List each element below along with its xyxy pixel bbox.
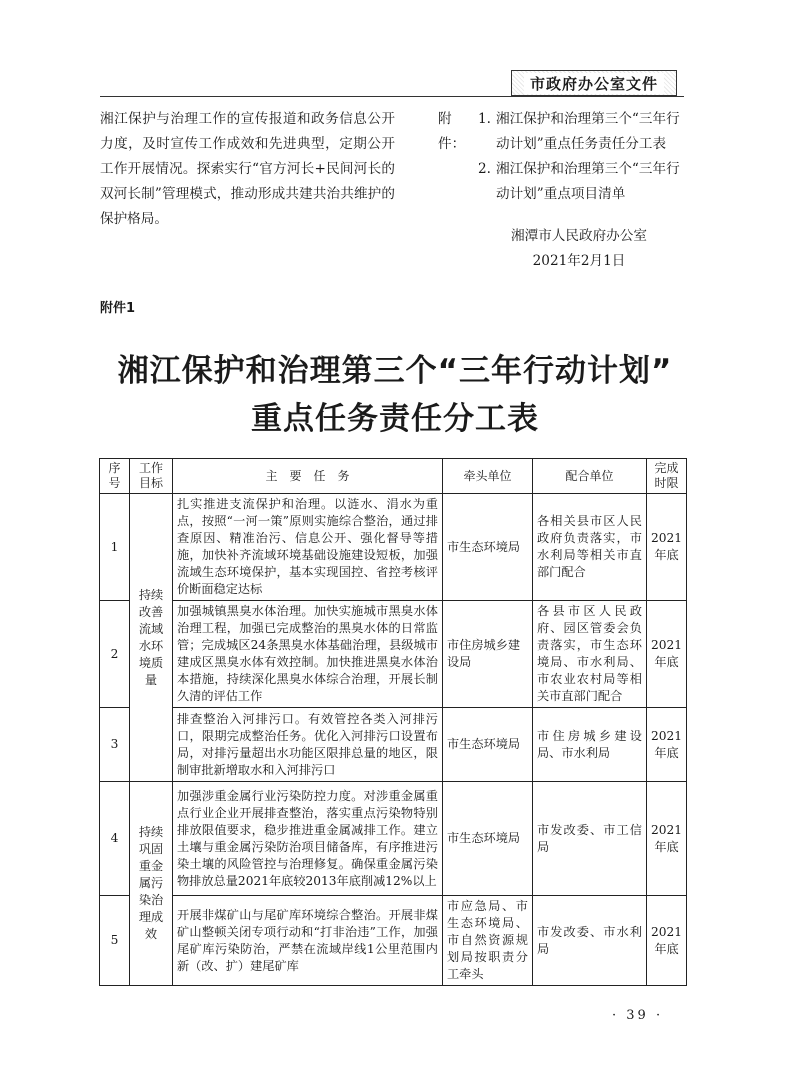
row-due: 2021年底	[647, 708, 687, 782]
row-coop: 市住房城乡建设局、市水利局	[533, 708, 647, 782]
table-row	[100, 782, 687, 896]
row-lead: 市应急局、市生态环境局、市自然资源规划局按职责分工牵头	[443, 896, 533, 986]
row-lead: 市生态环境局	[443, 782, 533, 896]
header-goal: 工作目标	[130, 459, 173, 494]
attachment-text: 湘江保护和治理第三个“三年行动计划”重点任务责任分工表	[496, 111, 680, 152]
row-due: 2021年底	[647, 601, 687, 708]
table-row	[100, 601, 687, 708]
document-banner: 市政府办公室文件	[511, 70, 677, 96]
left-column	[100, 107, 395, 232]
table-row	[100, 708, 687, 782]
table-row	[100, 896, 687, 986]
row-no: 3	[100, 708, 130, 782]
row-task: 加强城镇黑臭水体治理。加快实施城市黑臭水体治理工程，加强已完成整治的黑臭水体的日常监管；完成城区24条黑臭水体基础治理，县级城市建成区黑臭水体有效控制。加快推进黑臭水体治本措施，持续深化黑臭水体综合治理，开展长制久清的评估工作	[173, 601, 443, 708]
header-rule	[100, 96, 684, 97]
attachment-number: 1.	[478, 111, 491, 127]
row-task: 排查整治入河排污口。有效管控各类入河排污口，限期完成整治任务。优化入河排污口设置布局，对排污量超出水功能区限排总量的地区，限制审批新增取水和入河排污口	[173, 708, 443, 782]
task-table	[99, 458, 687, 986]
goal-cell: 持续巩固重金属污染治理成效	[130, 782, 173, 986]
row-coop: 市发改委、市水利局	[533, 896, 647, 986]
page-title-line-1: 湘江保护和治理第三个“三年行动计划”	[117, 353, 673, 389]
header-task: 主 要 任 务	[173, 459, 443, 494]
signer-block	[505, 224, 653, 274]
header-due: 完成时限	[647, 459, 687, 494]
row-coop: 各县市区人民政府、园区管委会负责落实，市生态环境局、市水利局、市农业农村局等相关市直部门配合	[533, 601, 647, 708]
attachment-text: 湘江保护和治理第三个“三年行动计划”重点项目清单	[496, 161, 680, 202]
attachment-number: 2.	[478, 161, 491, 177]
header-coop: 配合单位	[533, 459, 647, 494]
row-lead: 市生态环境局	[443, 494, 533, 601]
row-due: 2021年底	[647, 494, 687, 601]
row-coop: 各相关县市区人民政府负责落实，市水利局等相关市直部门配合	[533, 494, 647, 601]
row-task: 扎实推进支流保护和治理。以涟水、涓水为重点，按照“一河一策”原则实施综合整治，通过排查原因、精准治污、信息公开、强化督导等措施，加快补齐流域环境基础设施建设短板，加强流域生态环境保护，基本实现国控、省控考核评价断面稳定达标	[173, 494, 443, 601]
row-no: 1	[100, 494, 130, 601]
row-due: 2021年底	[647, 782, 687, 896]
attachment-item	[438, 107, 686, 157]
attachment-item	[438, 157, 686, 207]
row-lead: 市生态环境局	[443, 708, 533, 782]
header-lead: 牵头单位	[443, 459, 533, 494]
table-row	[100, 494, 687, 601]
attachments-label: 附件：	[438, 111, 466, 152]
page-number: · 39 ·	[612, 1008, 664, 1023]
attachments-list	[438, 107, 686, 207]
annex-label: 附件1	[100, 301, 136, 316]
page-title-line-2: 重点任务责任分工表	[251, 401, 539, 437]
row-task: 加强涉重金属行业污染防控力度。对涉重金属重点行业企业开展排查整治，落实重点污染物特别排放限值要求，稳步推进重金属减排工作。建立土壤与重金属污染防治项目储备库，有序推进污染土壤的风险管控与治理修复。确保重金属污染物排放总量2021年底较2013年底削减12%以上	[173, 782, 443, 896]
row-task: 开展非煤矿山与尾矿库环境综合整治。开展非煤矿山整顿关闭专项行动和“打非治违”工作，加强尾矿库污染防治，严禁在流域岸线1公里范围内新（改、扩）建尾矿库	[173, 896, 443, 986]
row-due: 2021年底	[647, 896, 687, 986]
row-lead: 市住房城乡建设局	[443, 601, 533, 708]
signer-org: 湘潭市人民政府办公室	[511, 228, 647, 244]
header-no: 序号	[100, 459, 130, 494]
row-no: 2	[100, 601, 130, 708]
row-no: 4	[100, 782, 130, 896]
table-header-row	[100, 459, 687, 494]
row-no: 5	[100, 896, 130, 986]
signer-date: 2021年2月1日	[532, 253, 626, 269]
left-paragraph: 湘江保护与治理工作的宣传报道和政务信息公开力度，及时宣传工作成效和先进典型，定期公开工作开展情况。探索实行“官方河长+民间河长的双河长制”管理模式，推动形成共建共治共维护的保护格局。	[100, 111, 395, 227]
goal-cell: 持续改善流域水环境质量	[130, 494, 173, 782]
row-coop: 市发改委、市工信局	[533, 782, 647, 896]
